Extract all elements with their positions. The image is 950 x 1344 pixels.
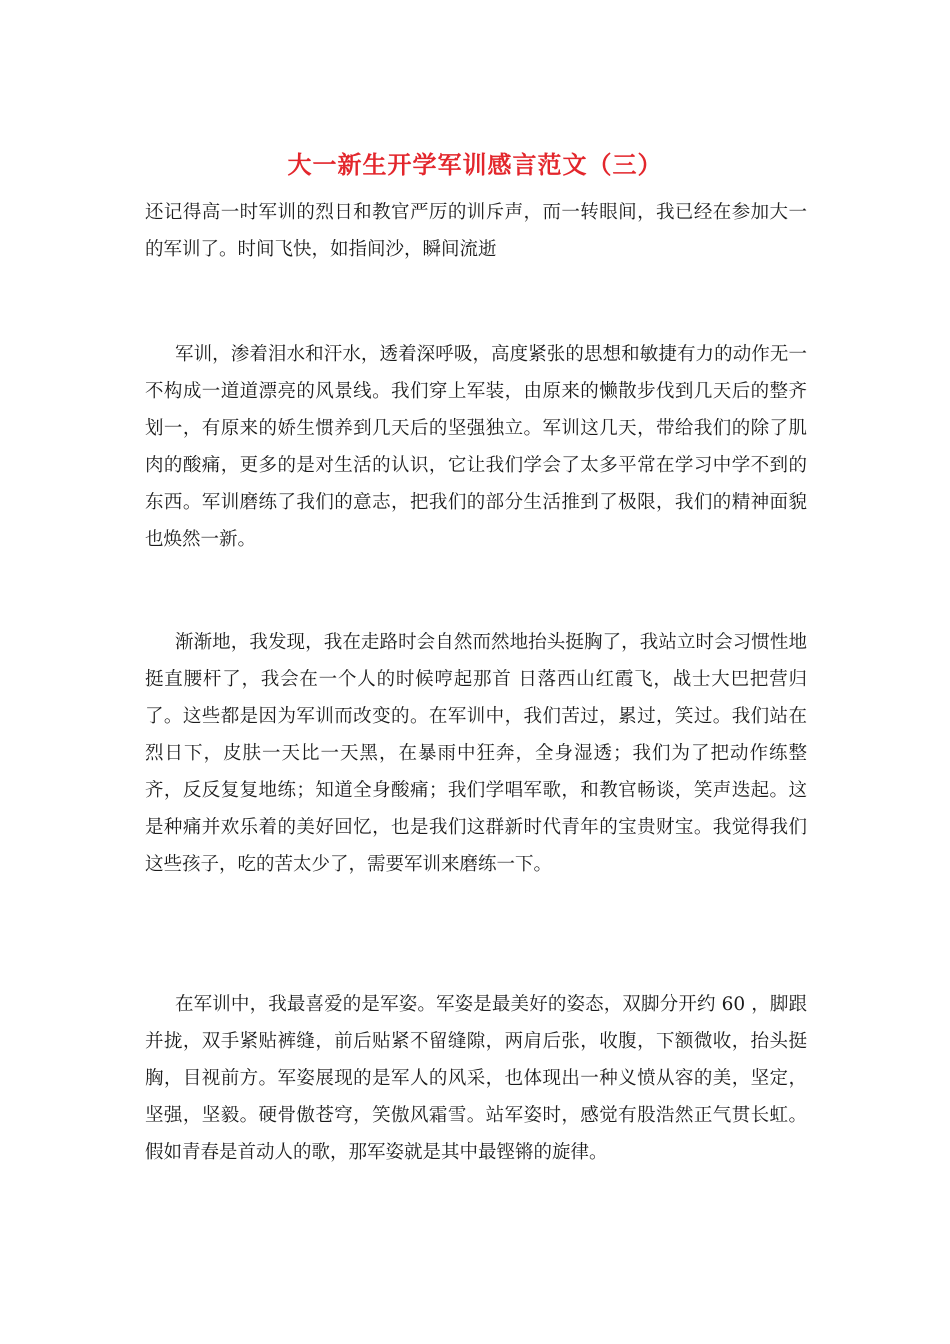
document-title: 大一新生开学军训感言范文（三） — [287, 150, 663, 179]
body-paragraph-3: 在军训中，我最喜爱的是军姿。军姿是最美好的姿态，双脚分开约 60 ，脚跟并拢，双手紧贴裤缝，前后贴紧不留缝隙，两肩后张，收腹，下额微收，抬头挺胸，目视前方。军姿展现的是军人的风采，也体现出一种义愤从容的美，坚定，坚强，坚毅。硬骨傲苍穹，笑傲风霜雪。站军姿时，感觉有股浩然正气贯长虹。假如青春是首动人的歌，那军姿就是其中最铿锵的旋律。 — [145, 994, 807, 1163]
body-paragraph-1: 军训，渗着泪水和汗水，透着深呼吸，高度紧张的思想和敏捷有力的动作无一不构成一道道漂亮的风景线。我们穿上军装，由原来的懒散步伐到几天后的整齐划一，有原来的娇生惯养到几天后的坚强独立。军训这几天，带给我们的除了肌肉的酸痛，更多的是对生活的认识，它让我们学会了太多平常在学习中学不到的东西。军训磨练了我们的意志，把我们的部分生活推到了极限，我们的精神面貌也焕然一新。 — [145, 344, 807, 550]
body-paragraph-2: 渐渐地，我发现，我在走路时会自然而然地抬头挺胸了，我站立时会习惯性地挺直腰杆了，我会在一个人的时候哼起那首 日落西山红霞飞，战士大巴把营归 了。这些都是因为军训而改变的。在军训中，我们苦过，累过，笑过。我们站在烈日下，皮肤一天比一天黑，在暴雨中狂奔，全身湿透；我们为了把动作练整齐，反反复复地练；知道全身酸痛；我们学唱军歌，和教官畅谈，笑声迭起。这是种痛并欢乐着的美好回忆，也是我们这群新时代青年的宝贵财宝。我觉得我们这些孩子，吃的苦太少了，需要军训来磨练一下。 — [145, 632, 807, 875]
intro-paragraph: 还记得高一时军训的烈日和教官严厉的训斥声，而一转眼间，我已经在参加大一的军训了。时间飞快，如指间沙，瞬间流逝 — [145, 202, 807, 260]
